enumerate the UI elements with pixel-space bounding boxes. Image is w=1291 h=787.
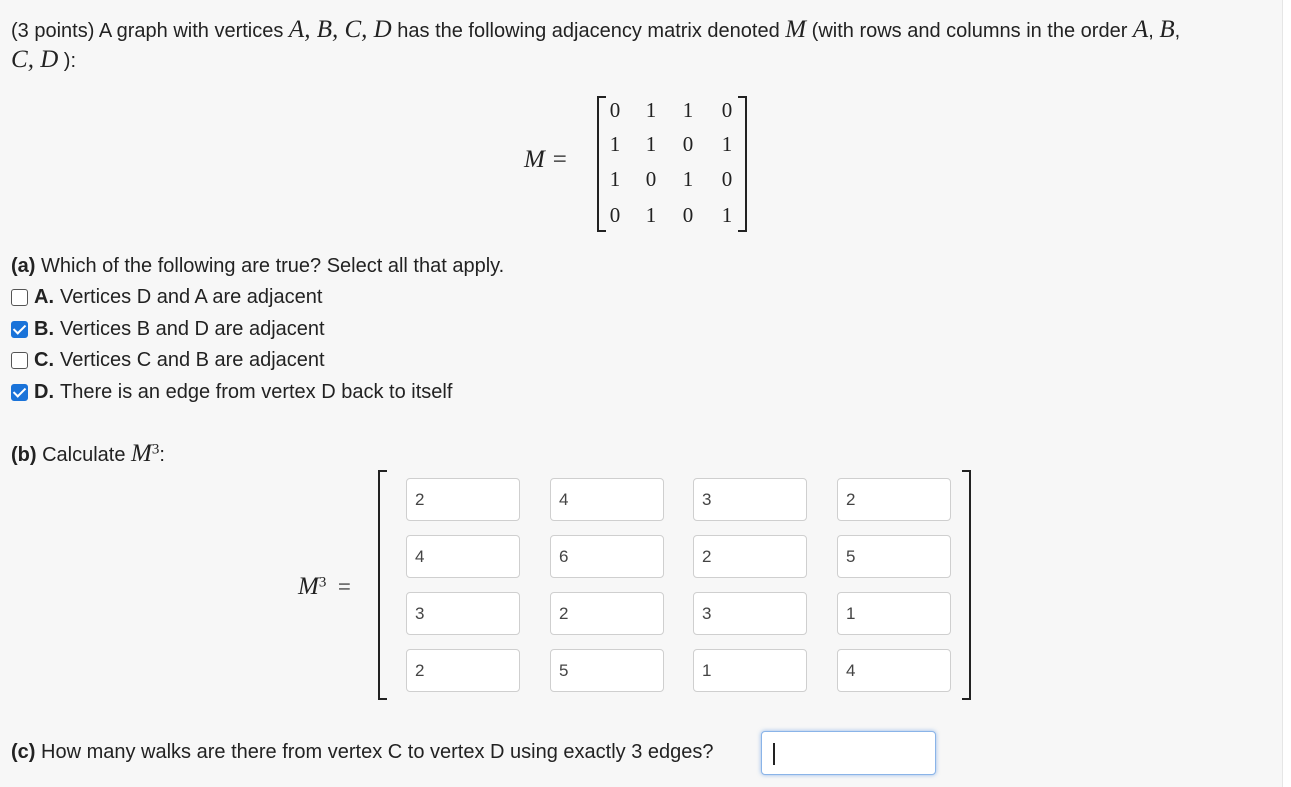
text-caret bbox=[773, 743, 775, 765]
matrix-m-cell: 1 bbox=[682, 98, 694, 122]
option-b[interactable] bbox=[11, 317, 325, 341]
intro-line-1: (3 points) A graph with vertices A, B, C, D has the following adjacency matrix denoted M (with rows and columns in the order A, B, bbox=[11, 16, 1181, 43]
order-b: B bbox=[1159, 16, 1175, 43]
option-a-text: Vertices D and A are adjacent bbox=[60, 285, 323, 308]
m3-right-bracket bbox=[962, 470, 971, 700]
matrix-m-cell: 1 bbox=[609, 167, 621, 191]
matrix-m-cell: 1 bbox=[645, 203, 657, 227]
matrix-m-cell: 0 bbox=[682, 203, 694, 227]
matrix-m-cell: 0 bbox=[609, 203, 621, 227]
intro-prefix: (3 points) A graph with vertices bbox=[11, 20, 289, 42]
m3-cell-input[interactable]: 4 bbox=[837, 649, 951, 692]
m3-equals: = bbox=[337, 574, 351, 599]
order-a: A bbox=[1132, 16, 1149, 43]
m3-cell-input[interactable]: 4 bbox=[406, 535, 520, 578]
option-c-text: Vertices C and B are adjacent bbox=[60, 348, 325, 371]
matrix-m-cell: 1 bbox=[721, 203, 733, 227]
matrix-m-cell: 0 bbox=[609, 98, 621, 122]
matrix-m-cell: 1 bbox=[609, 132, 621, 156]
m3-cell-input[interactable]: 5 bbox=[837, 535, 951, 578]
m3-cell-input[interactable]: 3 bbox=[693, 478, 807, 521]
matrix-m-cell: 0 bbox=[645, 167, 657, 191]
part-b-question bbox=[11, 440, 165, 468]
option-c[interactable] bbox=[11, 348, 325, 372]
m3-cell-input[interactable]: 5 bbox=[550, 649, 664, 692]
m3-cell-input[interactable]: 3 bbox=[406, 592, 520, 635]
m3-label-exponent: 3 bbox=[318, 574, 327, 591]
part-b-colon: : bbox=[159, 444, 165, 466]
order-d: D bbox=[40, 46, 59, 73]
intro-suffix: (with rows and columns in the order bbox=[806, 20, 1133, 42]
m3-label-symbol: M bbox=[298, 573, 319, 600]
intro-middle: has the following adjacency matrix denoted bbox=[391, 20, 786, 42]
option-a-letter: A. bbox=[34, 285, 54, 308]
m3-cell-input[interactable]: 3 bbox=[693, 592, 807, 635]
walks-answer-input[interactable] bbox=[761, 731, 936, 775]
m3-cell-input[interactable]: 2 bbox=[406, 649, 520, 692]
m3-left-bracket bbox=[378, 470, 387, 700]
matrix-m-label: M = bbox=[524, 146, 568, 173]
part-b-exponent: 3 bbox=[151, 441, 160, 458]
option-b-text: Vertices B and D are adjacent bbox=[60, 317, 325, 340]
part-c-label: (c) bbox=[11, 741, 36, 763]
option-a[interactable] bbox=[11, 285, 322, 309]
order-c: C bbox=[11, 46, 28, 73]
option-b-letter: B. bbox=[34, 317, 54, 340]
option-d-checkbox[interactable] bbox=[11, 384, 28, 401]
matrix-m-right-bracket bbox=[738, 96, 747, 232]
option-d-letter: D. bbox=[34, 380, 54, 403]
m3-cell-input[interactable]: 1 bbox=[837, 592, 951, 635]
intro-line2-suffix: ): bbox=[58, 50, 77, 72]
matrix-m-cell: 0 bbox=[682, 132, 694, 156]
m3-cell-input[interactable]: 1 bbox=[693, 649, 807, 692]
matrix-m-cell: 1 bbox=[645, 98, 657, 122]
part-a-text: Which of the following are true? Select all that apply. bbox=[35, 255, 505, 277]
part-a-question bbox=[11, 255, 504, 278]
part-b-label: (b) bbox=[11, 444, 37, 466]
m3-cell-input[interactable]: 2 bbox=[693, 535, 807, 578]
option-a-checkbox[interactable] bbox=[11, 289, 28, 306]
part-a-label: (a) bbox=[11, 255, 36, 277]
intro-matrix-symbol: M bbox=[785, 16, 807, 43]
m3-cell-input[interactable]: 2 bbox=[406, 478, 520, 521]
m3-cell-input[interactable]: 2 bbox=[550, 592, 664, 635]
option-c-letter: C. bbox=[34, 348, 54, 371]
part-c-text: How many walks are there from vertex C to vertex D using exactly 3 edges? bbox=[35, 741, 714, 763]
matrix-m-cell: 1 bbox=[721, 132, 733, 156]
part-c-question bbox=[11, 741, 714, 764]
matrix-m-cell: 1 bbox=[645, 132, 657, 156]
option-c-checkbox[interactable] bbox=[11, 352, 28, 369]
intro-line-2: C, D ): bbox=[11, 46, 77, 73]
part-b-symbol: M bbox=[131, 440, 152, 467]
matrix-m-cell: 0 bbox=[721, 167, 733, 191]
option-b-checkbox[interactable] bbox=[11, 321, 28, 338]
option-d-text: There is an edge from vertex D back to itself bbox=[60, 380, 453, 403]
m3-cell-input[interactable]: 4 bbox=[550, 478, 664, 521]
m3-cell-input[interactable]: 2 bbox=[837, 478, 951, 521]
m3-cell-input[interactable]: 6 bbox=[550, 535, 664, 578]
part-b-text: Calculate bbox=[36, 444, 132, 466]
option-d[interactable] bbox=[11, 380, 452, 404]
m3-label bbox=[298, 573, 351, 601]
intro-vertices: A, B, C, D bbox=[288, 16, 392, 43]
matrix-m-cell: 0 bbox=[721, 98, 733, 122]
matrix-m-cell: 1 bbox=[682, 167, 694, 191]
